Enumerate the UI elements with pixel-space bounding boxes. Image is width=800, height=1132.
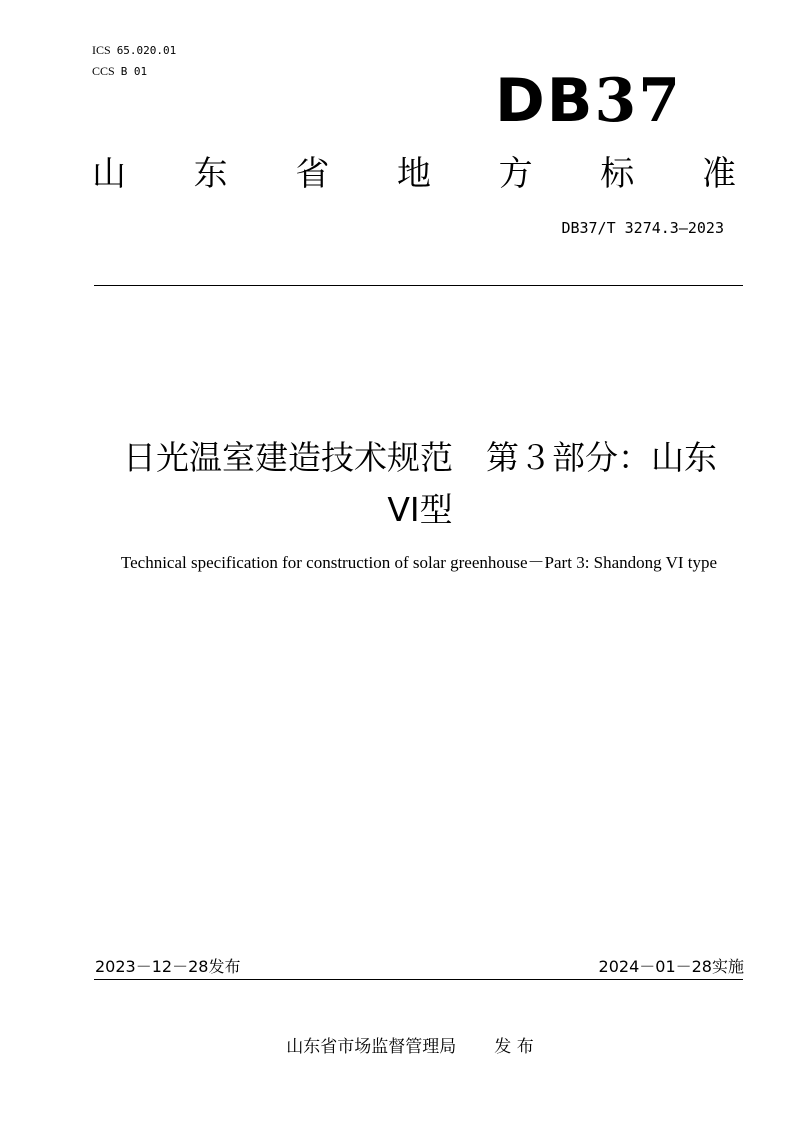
db-logo [495, 66, 682, 136]
issue-label: 发 布 [494, 1037, 534, 1057]
ics-line [92, 40, 176, 61]
standard-type-char: 省 [295, 154, 330, 194]
ccs-line [92, 61, 176, 82]
db-number: 37 [594, 66, 682, 136]
classification-codes [92, 40, 176, 82]
standard-type-char: 地 [396, 154, 431, 194]
ics-value: 65.020.01 [116, 44, 177, 57]
standard-type [92, 150, 736, 198]
ccs-value: B 01 [120, 65, 148, 78]
standard-type-char: 山 [92, 154, 126, 194]
standard-type-char: 方 [498, 154, 533, 194]
issuer-name: 山东省市场监督管理局 [286, 1037, 457, 1057]
title-chinese-line1: 日光温室建造技术规范 第３部分：山东 [123, 438, 717, 477]
footer-divider [94, 979, 743, 980]
ccs-label: CCS [92, 64, 115, 78]
title-chinese [90, 432, 750, 536]
issuer-line [0, 1034, 800, 1060]
standard-type-char: 东 [193, 154, 228, 194]
standard-type-char: 准 [701, 154, 736, 194]
standard-type-char: 标 [600, 154, 635, 194]
db-letters: DB [494, 66, 595, 136]
implement-date: 2024－01－28实施 [598, 957, 744, 976]
standard-code: DB37/T 3274.3—2023 [561, 219, 724, 237]
publish-date: 2023－12－28发布 [95, 957, 241, 976]
title-chinese-line2: VI型 [387, 490, 453, 529]
header-divider [94, 285, 743, 286]
ics-label: ICS [92, 43, 111, 57]
title-english: Technical specification for construction of solar greenhouse－Part 3: Shandong VI type [120, 553, 718, 572]
